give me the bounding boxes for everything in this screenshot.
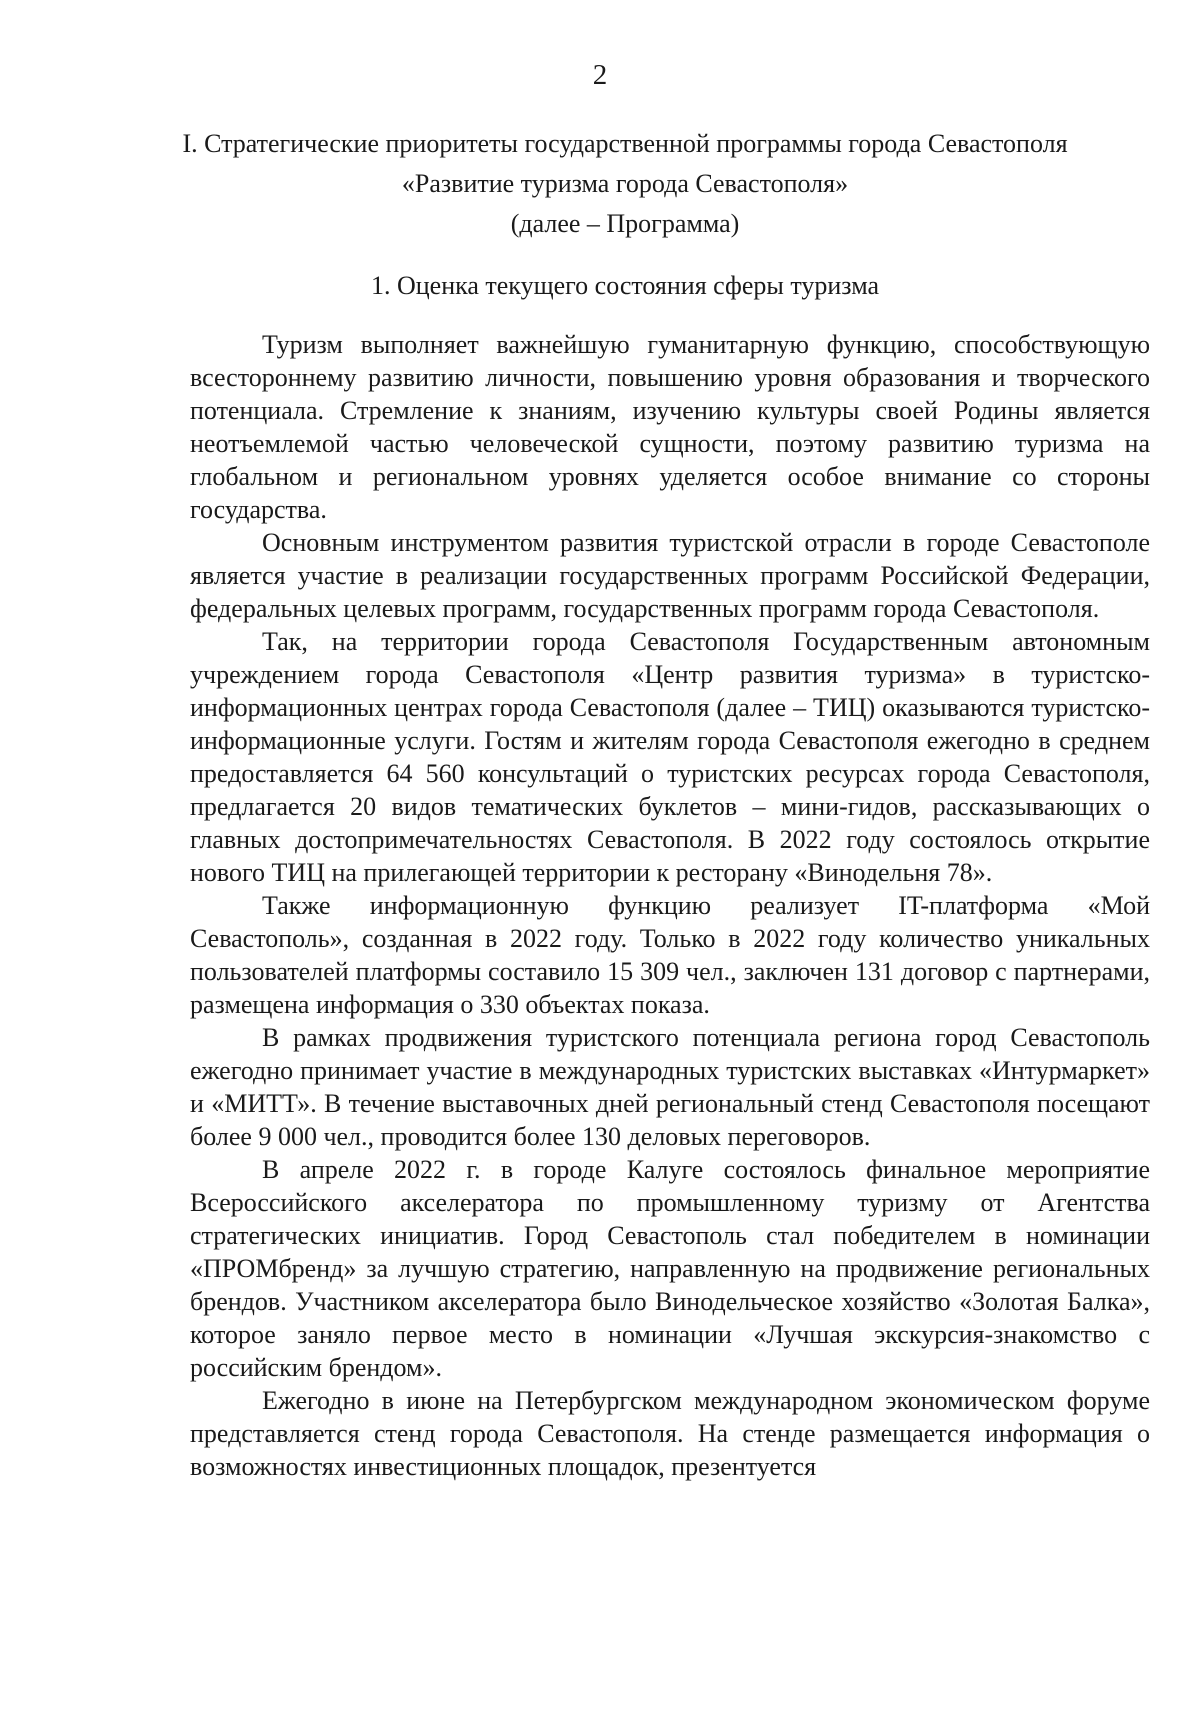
paragraph: В апреле 2022 г. в городе Калуге состоялось финальное мероприятие Всероссийского акселератора по промышленному туризму от Агентства стратегических инициатив. Город Севастополь стал победителем в номинации «ПРОМбренд» за лучшую стратегию, направленную на продвижение региональных брендов. Участником акселератора было Винодельческое хозяйство «Золотая Балка», которое заняло первое место в номинации «Лучшая экскурсия-знакомство с российским брендом». — [190, 1155, 1150, 1382]
section-heading-line-3: (далее – Программа) — [510, 209, 740, 238]
paragraph: Ежегодно в июне на Петербургском международном экономическом форуме представляется стенд города Севастополя. На стенде размещается информация о возможностях инвестиционных площадок, презентуется — [190, 1386, 1150, 1481]
section-heading-line-1: I. Стратегические приоритеты государственной программы города Севастополя — [182, 129, 1068, 158]
paragraph: Туризм выполняет важнейшую гуманитарную функцию, способствующую всестороннему развитию личности, повышению уровня образования и творческого потенциала. Стремление к знаниям, изучению культуры своей Родины является неотъемлемой частью человеческой сущности, поэтому развитию туризма на глобальном и региональном уровнях уделяется особое внимание со стороны государства. — [190, 330, 1150, 524]
paragraph: Также информационную функцию реализует IT-платформа «Мой Севастополь», созданная в 2022 году. Только в 2022 году количество уникальных пользователей платформы составило 15 309 чел., заключен 131 договор с партнерами, размещена информация о 330 объектах показа. — [190, 891, 1150, 1019]
subsection-heading: 1. Оценка текущего состояния сферы туризма — [370, 271, 880, 300]
paragraph: В рамках продвижения туристского потенциала региона город Севастополь ежегодно принимает участие в международных туристских выставках «Интурмаркет» и «МИТТ». В течение выставочных дней региональный стенд Севастополя посещают более 9 000 чел., проводится более 130 деловых переговоров. — [190, 1023, 1150, 1151]
section-heading-line-2: «Развитие туризма города Севастополя» — [401, 169, 849, 198]
section-heading — [150, 124, 1100, 244]
page-number: 2 — [592, 59, 608, 91]
paragraph: Основным инструментом развития туристской отрасли в городе Севастополе является участие в реализации государственных программ Российской Федерации, федеральных целевых программ, государственных программ города Севастополя. — [190, 528, 1150, 623]
body-text — [190, 328, 1150, 1483]
paragraph: Так, на территории города Севастополя Государственным автономным учреждением города Севастополя «Центр развития туризма» в туристско-информационных центрах города Севастополя (далее – ТИЦ) оказываются туристско-информационные услуги. Гостям и жителям города Севастополя ежегодно в среднем предоставляется 64 560 консультаций о туристских ресурсах города Севастополя, предлагается 20 видов тематических буклетов – мини-гидов, рассказывающих о главных достопримечательностях Севастополя. В 2022 году состоялось открытие нового ТИЦ на прилегающей территории к ресторану «Винодельня 78». — [190, 627, 1150, 887]
